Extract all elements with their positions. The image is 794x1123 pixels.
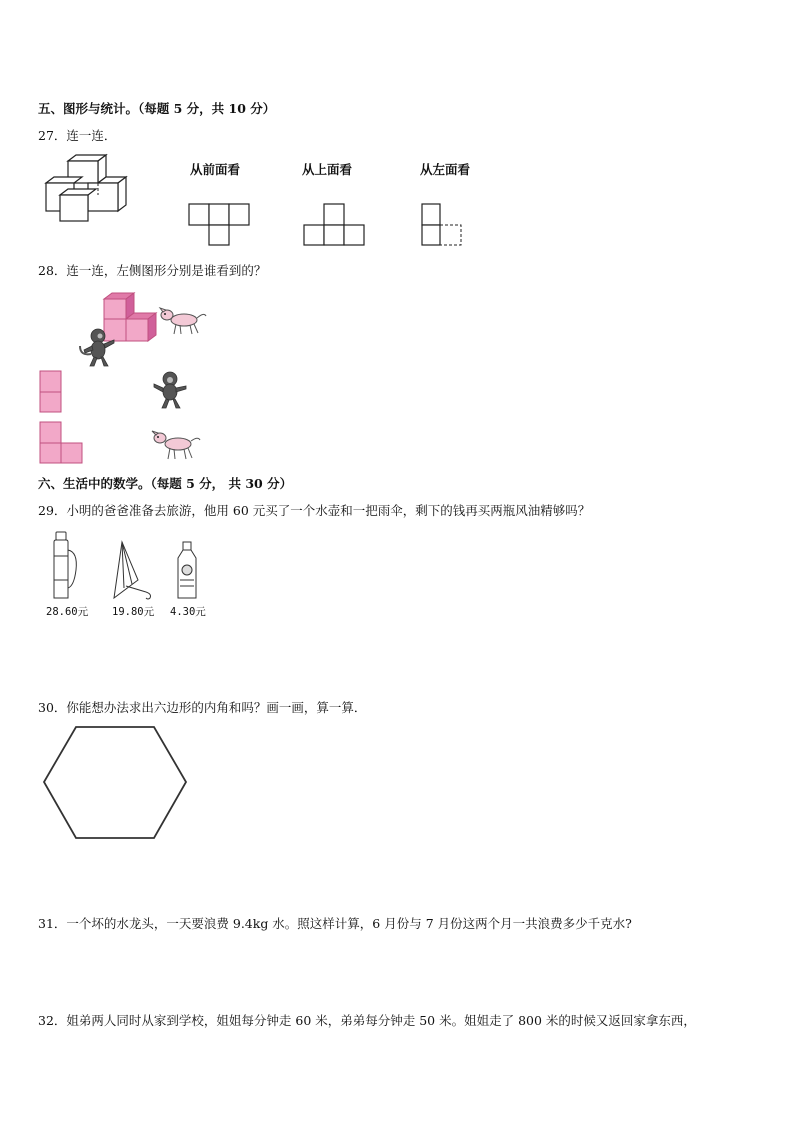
question-32: 32．姐弟两人同时从家到学校，姐姐每分钟走 60 米，弟弟每分钟走 50 米。姐姐走了 800 米的时候又返回家拿东西， — [38, 1013, 696, 1028]
kettle-price: 28.60元 — [46, 606, 89, 618]
oil-bottle-price: 4.30元 — [170, 606, 206, 618]
question-29: 29．小明的爸爸准备去旅游，他用 60 元买了一个水壶和一把雨伞，剩下的钱再买两瓶风油精够吗？ — [38, 503, 591, 518]
question-31: 31．一个坏的水龙头，一天要浪费 9.4kg 水。照这样计算，6 月份与 7 月份这两个月一共浪费多少千克水? — [38, 916, 632, 931]
question-28: 28．连一连，左侧图形分别是谁看到的？ — [38, 263, 267, 278]
top-view-shape — [304, 203, 368, 247]
oil-bottle-icon — [172, 540, 202, 602]
umbrella-icon — [110, 540, 156, 602]
section-6-heading: 六、生活中的数学。（每题 5 分， 共 30 分） — [38, 476, 293, 491]
option-shape-l — [39, 421, 85, 465]
dog-icon — [158, 306, 208, 338]
left-view-shape — [421, 203, 465, 247]
question-27: 27．连一连． — [38, 128, 117, 143]
hexagon-shape — [40, 724, 190, 842]
monkey-icon-2 — [152, 370, 192, 410]
kettle-icon — [46, 530, 82, 602]
monkey-icon — [76, 326, 116, 368]
dog-icon-2 — [150, 428, 202, 464]
label-front-view: 从前面看 — [190, 162, 241, 177]
section-5-heading: 五、图形与统计。（每题 5 分，共 10 分） — [38, 101, 276, 116]
umbrella-price: 19.80元 — [112, 606, 155, 618]
cube-stack-figure — [40, 155, 140, 223]
label-left-view: 从左面看 — [420, 162, 471, 177]
front-view-shape — [188, 203, 252, 247]
option-shape-vertical — [39, 370, 63, 414]
label-top-view: 从上面看 — [302, 162, 353, 177]
question-30: 30．你能想办法求出六边形的内角和吗？画一画，算一算． — [38, 700, 367, 715]
